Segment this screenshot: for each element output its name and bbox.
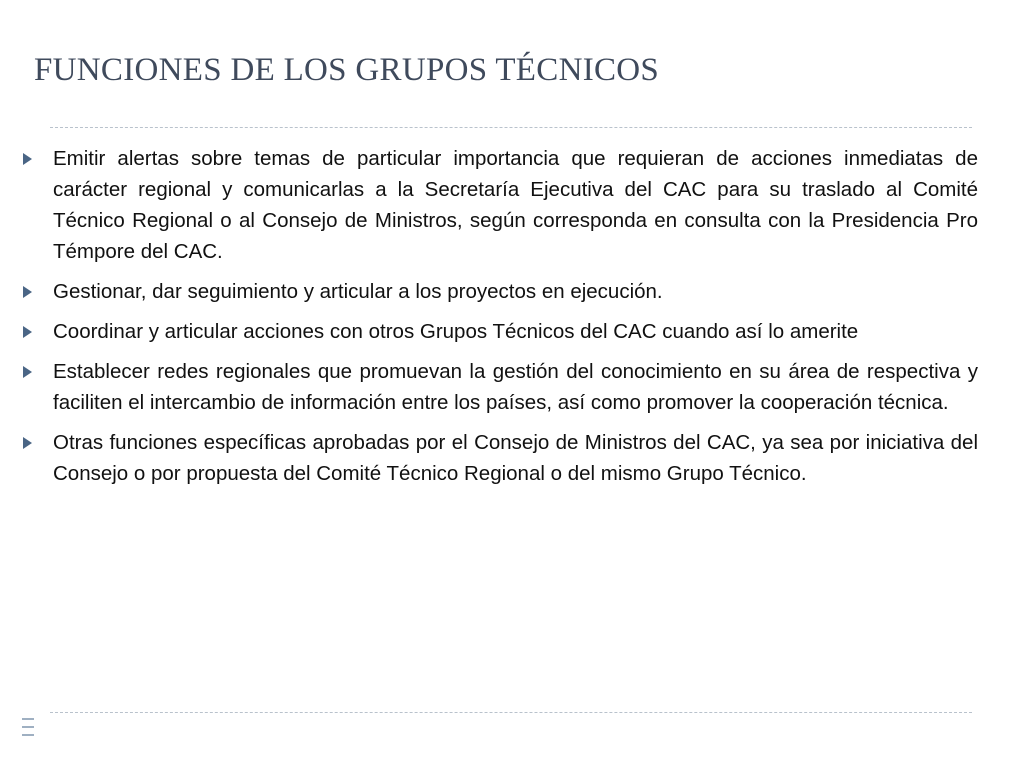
bullet-item xyxy=(22,276,978,307)
bullet-list xyxy=(22,143,978,498)
triangle-bullet-icon xyxy=(23,153,32,165)
triangle-bullet-icon xyxy=(23,326,32,338)
dashed-corner-icon xyxy=(22,712,36,746)
slide-title: FUNCIONES DE LOS GRUPOS TÉCNICOS xyxy=(34,52,660,88)
bullet-text: Coordinar y articular acciones con otros Grupos Técnicos del CAC cuando así lo amerite xyxy=(53,320,859,343)
bullet-text: Establecer redes regionales que promuevan la gestión del conocimiento en su área de respectiva y faciliten el intercambio de información entre los países, así como promover la cooperación técnica. xyxy=(53,360,978,414)
triangle-bullet-icon xyxy=(23,366,32,378)
bullet-text: Gestionar, dar seguimiento y articular a los proyectos en ejecución. xyxy=(53,280,663,303)
corner-mark xyxy=(22,734,34,736)
corner-mark xyxy=(22,718,34,720)
bullet-text: Emitir alertas sobre temas de particular importancia que requieran de acciones inmediatas de carácter regional y comunicarlas a la Secretaría Ejecutiva del CAC para su traslado al Comité Técnico Regional o al Consejo de Ministros, según corresponda en consulta con la Presidencia Pro Témpore del CAC. xyxy=(53,147,978,263)
bullet-item xyxy=(22,427,978,489)
bullet-item xyxy=(22,143,978,267)
corner-mark xyxy=(22,726,34,728)
triangle-bullet-icon xyxy=(23,286,32,298)
title-divider xyxy=(50,127,972,128)
bullet-item xyxy=(22,316,978,347)
bullet-text: Otras funciones específicas aprobadas por el Consejo de Ministros del CAC, ya sea por iniciativa del Consejo o por propuesta del Comité Técnico Regional o del mismo Grupo Técnico. xyxy=(53,431,978,485)
bullet-item xyxy=(22,356,978,418)
triangle-bullet-icon xyxy=(23,437,32,449)
footer-divider xyxy=(50,712,972,713)
